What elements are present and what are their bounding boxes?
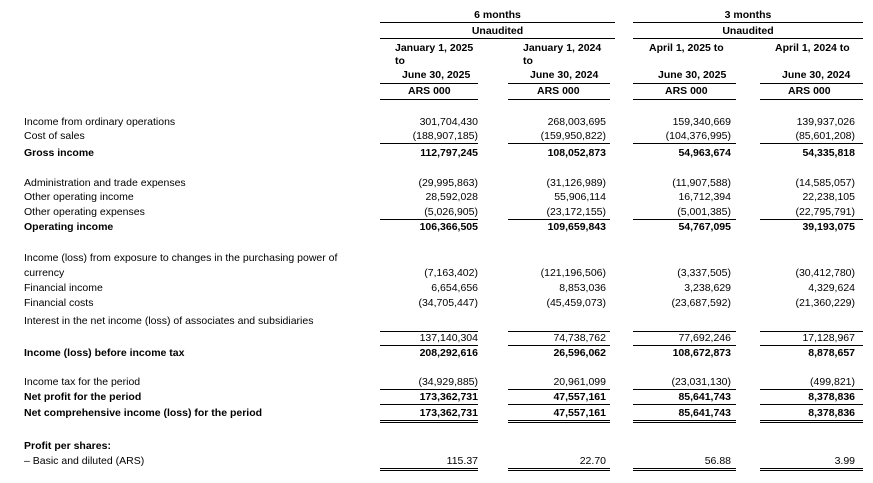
row-value-col2: 108,052,873: [547, 147, 606, 159]
rule: [760, 83, 863, 84]
col2-unit: ARS 000: [537, 85, 580, 97]
row-value-col3: 77,692,246: [678, 332, 731, 344]
row-value-col2: 22.70: [579, 455, 606, 467]
double-rule: [508, 420, 610, 423]
row-label: – Basic and diluted (ARS): [24, 455, 145, 467]
row-value-col3: 85,641,743: [678, 407, 731, 419]
row-value-col3: 85,641,743: [678, 391, 731, 403]
row-value-col4: 4,329,624: [808, 282, 855, 294]
row-value-col3: 16,712,394: [678, 191, 731, 203]
row-value-col2: 26,596,062: [553, 347, 606, 359]
rule: [508, 83, 610, 84]
row-label: Income from ordinary operations: [24, 116, 176, 128]
row-value-col3: 54,767,095: [678, 221, 731, 233]
col2-end: June 30, 2024: [530, 69, 599, 81]
row-value-col2: 55,906,114: [554, 191, 606, 203]
rule: [380, 99, 478, 100]
rule: [380, 345, 478, 346]
row-value-col1: (34,705,447): [418, 297, 478, 309]
row-label: Income (loss) from exposure to changes in the purchasing power of: [24, 252, 338, 264]
row-value-col1: (7,163,402): [424, 267, 478, 279]
rule: [508, 331, 610, 332]
col1-unit: ARS 000: [408, 85, 451, 97]
rule: [508, 219, 610, 220]
row-value-col4: 8,878,657: [808, 347, 855, 359]
rule: [380, 404, 478, 405]
row-value-col2: 8,853,036: [559, 282, 606, 294]
row-value-col2: (45,459,073): [546, 297, 606, 309]
group-3-months-subtitle: Unaudited: [722, 25, 774, 37]
row-value-col4: (85,601,208): [795, 130, 855, 142]
row-value-col2: (31,126,989): [546, 177, 606, 189]
row-label: Financial costs: [24, 297, 94, 309]
row-value-col2: 74,738,762: [553, 332, 606, 344]
row-label: Interest in the net income (loss) of associates and subsidiaries: [24, 315, 314, 327]
col4-end: June 30, 2024: [782, 69, 851, 81]
rule: [633, 219, 736, 220]
row-value-col1: 137,140,304: [419, 332, 478, 344]
row-value-col3: (11,907,588): [672, 177, 731, 189]
col3-unit: ARS 000: [665, 85, 708, 97]
row-value-col3: (5,001,385): [677, 206, 731, 218]
row-value-col2: 47,557,161: [553, 407, 606, 419]
rule: [760, 99, 863, 100]
row-value-col1: 301,704,430: [419, 116, 478, 128]
row-label: Profit per shares:: [24, 440, 111, 452]
row-value-col2: (23,172,155): [546, 206, 606, 218]
row-value-col3: 56.88: [704, 455, 731, 467]
rule: [380, 219, 478, 220]
row-label: Cost of sales: [24, 130, 85, 142]
rule: [380, 38, 615, 39]
row-value-col4: (22,795,791): [795, 206, 855, 218]
row-label: Administration and trade expenses: [24, 177, 186, 189]
rule: [508, 404, 610, 405]
row-value-col4: 139,937,026: [796, 116, 855, 128]
row-label: Net profit for the period: [24, 391, 142, 403]
row-value-col2: 109,659,843: [547, 221, 606, 233]
row-value-col1: (34,929,885): [418, 376, 478, 388]
double-rule: [380, 420, 478, 423]
row-value-col2: 47,557,161: [553, 391, 606, 403]
col2-from: January 1, 2024: [523, 42, 602, 54]
row-value-col4: 3.99: [834, 455, 855, 467]
group-6-months-subtitle: Unaudited: [471, 25, 524, 37]
double-rule: [508, 468, 610, 471]
row-value-col1: 6,654,656: [431, 282, 478, 294]
row-value-col1: 208,292,616: [419, 347, 478, 359]
row-value-col1: (29,995,863): [418, 177, 478, 189]
group-6-months-title: 6 months: [474, 9, 521, 21]
row-label: Gross income: [24, 147, 95, 159]
rule: [380, 331, 478, 332]
row-value-col1: 173,362,731: [419, 407, 478, 419]
col3-from: April 1, 2025 to: [649, 42, 724, 54]
rule: [760, 219, 863, 220]
rule: [380, 83, 478, 84]
col2-to: to: [523, 55, 533, 67]
row-value-col4: 39,193,075: [802, 221, 855, 233]
row-label: Financial income: [24, 282, 103, 294]
rule: [760, 143, 863, 144]
col1-from: January 1, 2025: [395, 42, 474, 54]
row-value-col4: (30,412,780): [795, 267, 855, 279]
rule: [380, 143, 478, 144]
row-value-col1: (5,026,905): [424, 206, 478, 218]
rule: [508, 389, 610, 390]
row-value-col3: 108,672,873: [672, 347, 731, 359]
row-label: currency: [24, 267, 65, 279]
double-rule: [380, 468, 478, 471]
row-value-col1: 112,797,245: [420, 147, 478, 159]
row-label: Income tax for the period: [24, 376, 141, 388]
row-value-col4: 8,378,836: [808, 407, 855, 419]
rule: [380, 389, 478, 390]
row-value-col1: 106,366,505: [419, 221, 478, 233]
row-value-col3: (23,031,130): [671, 376, 731, 388]
row-value-col2: 268,003,695: [547, 116, 606, 128]
rule: [380, 22, 615, 23]
row-value-col2: 20,961,099: [553, 376, 606, 388]
row-value-col4: (14,585,057): [795, 177, 855, 189]
row-label: Net comprehensive income (loss) for the period: [24, 407, 263, 419]
row-value-col4: (21,360,229): [795, 297, 855, 309]
row-value-col4: 8,378,836: [808, 391, 855, 403]
rule: [760, 345, 863, 346]
row-value-col4: 22,238,105: [802, 191, 855, 203]
rule: [633, 38, 863, 39]
col4-unit: ARS 000: [788, 85, 831, 97]
row-value-col4: (499,821): [810, 376, 855, 388]
row-value-col3: 3,238,629: [684, 282, 731, 294]
rule: [760, 389, 863, 390]
row-value-col1: 173,362,731: [419, 391, 478, 403]
rule: [508, 143, 610, 144]
rule: [633, 345, 736, 346]
row-value-col1: (188,907,185): [412, 130, 478, 142]
rule: [633, 99, 736, 100]
col4-from: April 1, 2024 to: [775, 42, 850, 54]
col1-end: June 30, 2025: [402, 69, 471, 81]
row-value-col3: (3,337,505): [677, 267, 731, 279]
row-value-col2: (121,196,506): [540, 267, 606, 279]
rule: [633, 22, 863, 23]
row-label: Other operating income: [24, 191, 134, 203]
row-value-col3: (23,687,592): [671, 297, 731, 309]
double-rule: [633, 468, 736, 471]
row-value-col4: 54,335,818: [802, 147, 855, 159]
row-label: Income (loss) before income tax: [24, 347, 185, 359]
row-label: Operating income: [24, 221, 114, 233]
rule: [633, 389, 736, 390]
rule: [760, 404, 863, 405]
double-rule: [760, 420, 863, 423]
row-value-col4: 17,128,967: [802, 332, 855, 344]
rule: [633, 331, 736, 332]
row-value-col3: 159,340,669: [672, 116, 731, 128]
rule: [760, 331, 863, 332]
group-3-months-title: 3 months: [724, 9, 772, 21]
row-value-col1: 28,592,028: [425, 191, 478, 203]
rule: [633, 404, 736, 405]
row-value-col1: 115.37: [446, 455, 478, 467]
rule: [633, 143, 736, 144]
rule: [508, 345, 610, 346]
row-label: Other operating expenses: [24, 206, 145, 218]
row-value-col2: (159,950,822): [540, 130, 606, 142]
col3-end: June 30, 2025: [658, 69, 727, 81]
col1-to: to: [395, 55, 405, 67]
row-value-col3: (104,376,995): [665, 130, 731, 142]
double-rule: [760, 468, 863, 471]
rule: [508, 99, 610, 100]
row-value-col3: 54,963,674: [678, 147, 731, 159]
rule: [633, 83, 736, 84]
double-rule: [633, 420, 736, 423]
